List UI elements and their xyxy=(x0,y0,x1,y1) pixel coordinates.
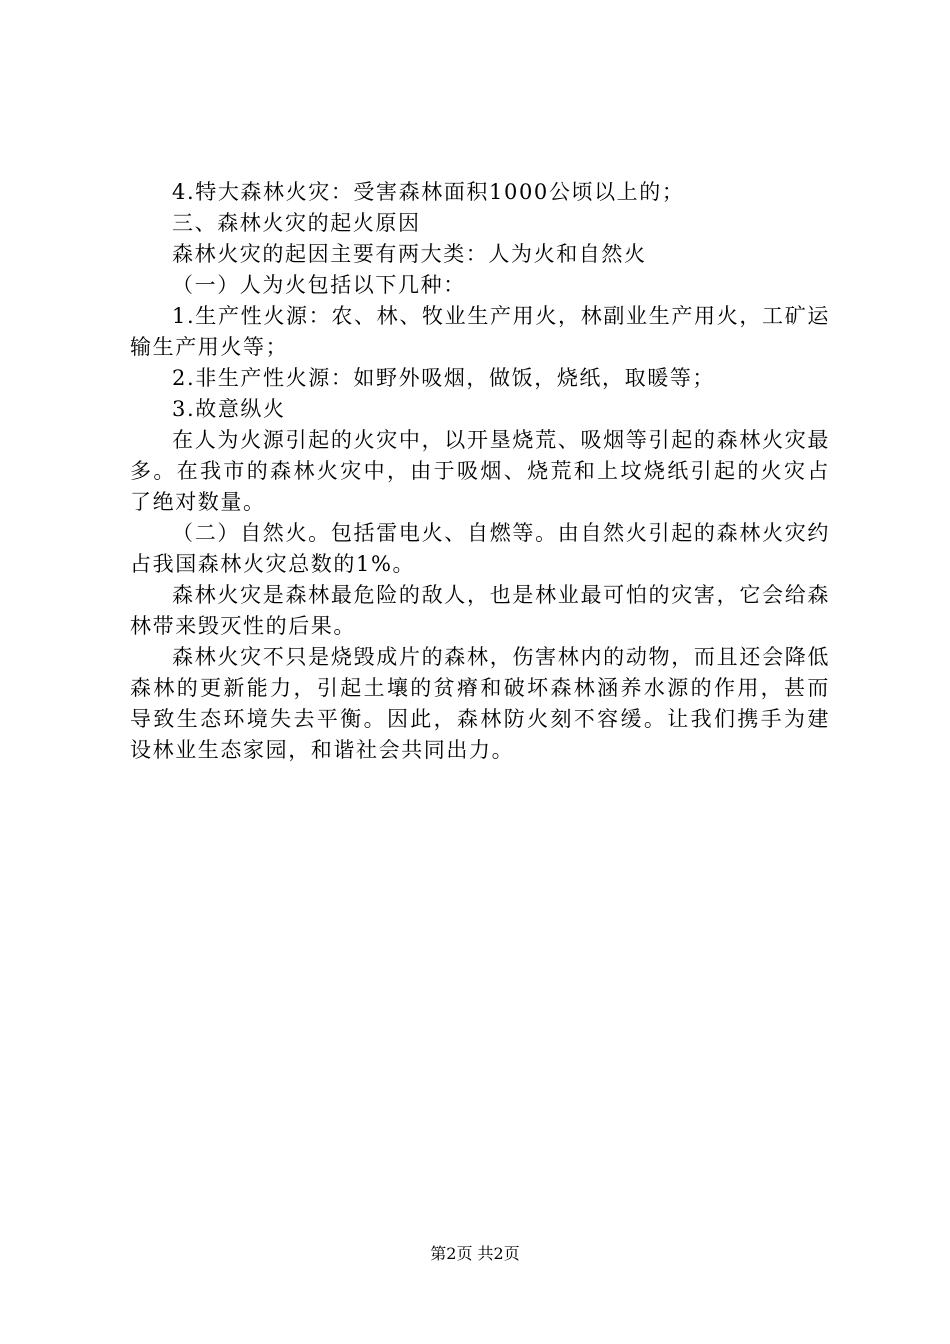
list-item-productive-sources: 1.生产性火源：农、林、牧业生产用火，林副业生产用火，工矿运输生产用火等； xyxy=(130,304,830,359)
subheading-human-fire: （一）人为火包括以下几种： xyxy=(172,273,466,297)
paragraph-natural-fire: （二）自然火。包括雷电火、自燃等。由自然火引起的森林火灾约占我国森林火灾总数的1%。 xyxy=(130,521,830,576)
list-item-arson: 3.故意纵火 xyxy=(172,397,286,421)
document-body xyxy=(130,177,830,766)
paragraph-conclusion: 森林火灾不只是烧毁成片的森林，伤害林内的动物，而且还会降低森林的更新能力，引起土壤的贫瘠和破坏森林涵养水源的作用，甚而导致生态环境失去平衡。因此，森林防火刻不容缓。让我们携手为建设林业生态家园，和谐社会共同出力。 xyxy=(130,645,830,762)
paragraph-fire-danger: 森林火灾是森林最危险的敌人，也是林业最可怕的灾害，它会给森林带来毁灭性的后果。 xyxy=(130,583,830,638)
page-number-footer: 第2页 共2页 xyxy=(430,1244,520,1263)
section-heading-fire-causes: 三、森林火灾的起火原因 xyxy=(172,211,421,235)
list-item-non-productive-sources: 2.非生产性火源：如野外吸烟，做饭，烧纸，取暖等； xyxy=(172,366,716,390)
paragraph-fire-grade-4: 4.特大森林火灾：受害森林面积1000公顷以上的； xyxy=(172,180,685,204)
paragraph-cause-categories: 森林火灾的起因主要有两大类：人为火和自然火 xyxy=(172,242,647,266)
paragraph-human-fire-stats: 在人为火源引起的火灾中，以开垦烧荒、吸烟等引起的森林火灾最多。在我市的森林火灾中，由于吸烟、烧荒和上坟烧纸引起的火灾占了绝对数量。 xyxy=(130,428,830,514)
